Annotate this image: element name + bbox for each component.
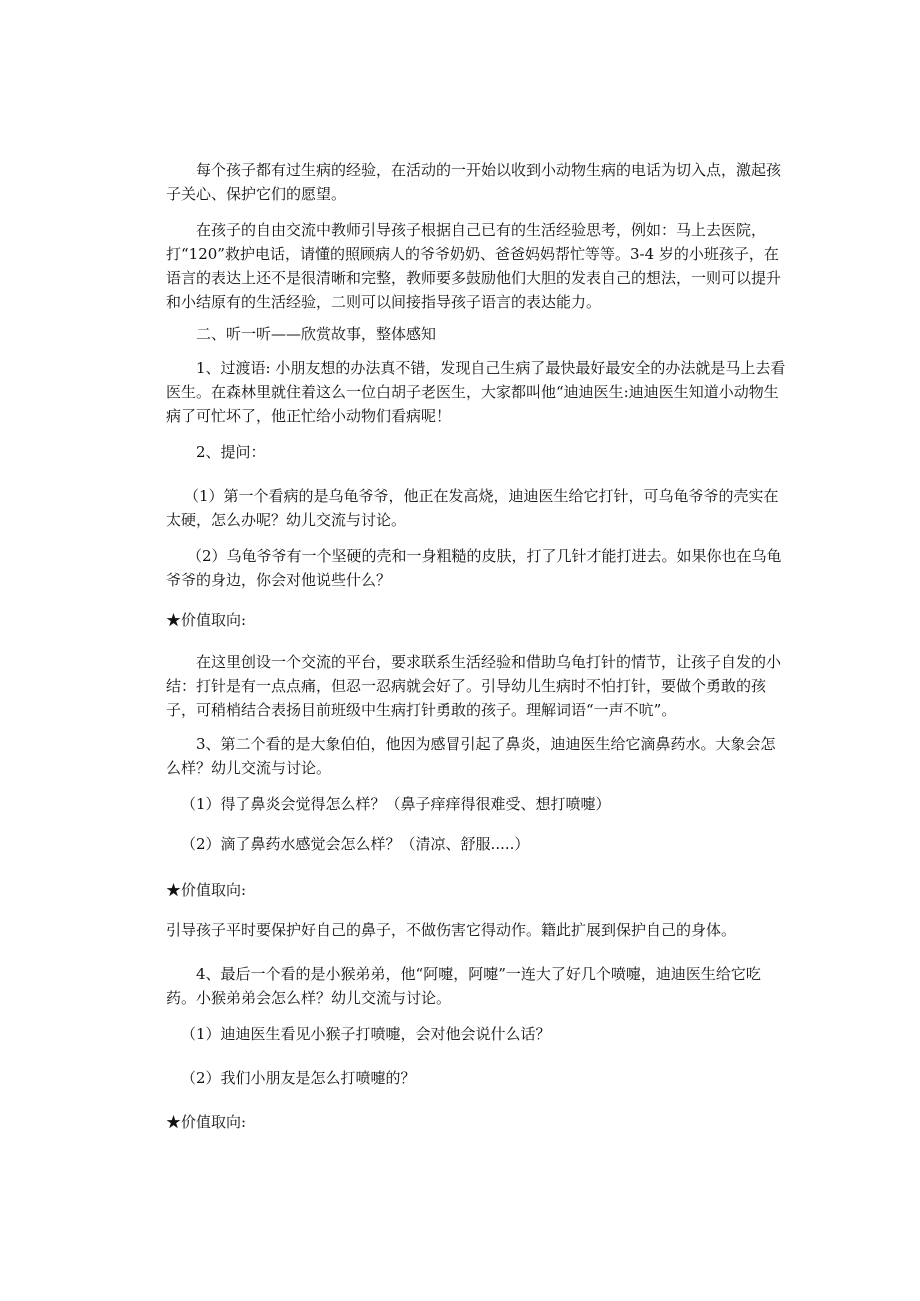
- section-heading-listen: 二、听一听——欣赏故事，整体感知: [196, 325, 437, 343]
- value-heading-1: ★价值取向:: [166, 611, 247, 629]
- paragraph-elephant-q2: （2）滴了鼻药水感觉会怎么样？（清凉、舒服.....）: [181, 835, 530, 853]
- paragraph-value-2: 引导孩子平时要保护好自己的鼻子，不做伤害它得动作。籍此扩展到保护自己的身体。: [166, 921, 737, 939]
- paragraph-question-label: 2、提问：: [196, 443, 266, 461]
- paragraph-elephant-q1: （1）得了鼻炎会觉得怎么样？（鼻子痒痒得很难受、想打喷嚏）: [181, 795, 611, 813]
- paragraph-value-1: 在这里创设一个交流的平台，要求联系生活经验和借助乌龟打针的情节，让孩子自发的小结：打针是有一点点痛，但忍一忍病就会好了。引导幼儿生病时不怕打针，要做个勇敢的孩子，可稍梢结合表扬目前班级中生病打针勇敢的孩子。理解词语“一声不吭”。: [166, 653, 782, 719]
- paragraph-q2-turtle: （2）乌龟爷爷有一个坚硬的壳和一身粗糙的皮肤，打了几针才能打进去。如果你也在乌龟爷爷的身边，你会对他说些什么？: [166, 547, 782, 589]
- paragraph-free-talk: 在孩子的自由交流中教师引导孩子根据自己已有的生活经验思考，例如：马上去医院，打“120”救护电话，请懂的照顾病人的爷爷奶奶、爸爸妈妈帮忙等等。3-4 岁的小班孩子，在语言的表达上还不是很清晰和完整，教师要多鼓励他们大胆的发表自己的想法，一则可以提升和小结原有的生活经验，二则可以间接指导孩子语言的表达能力。: [166, 221, 782, 311]
- paragraph-q1-turtle: （1）第一个看病的是乌龟爷爷，他正在发高烧，迪迪医生给它打针，可乌龟爷爷的壳实在太硬，怎么办呢？幼儿交流与讨论。: [166, 487, 779, 529]
- paragraph-elephant: 3、第二个看的是大象伯伯，他因为感冒引起了鼻炎，迪迪医生给它滴鼻药水。大象会怎么样？幼儿交流与讨论。: [166, 735, 776, 777]
- paragraph-monkey-q1: （1）迪迪医生看见小猴子打喷嚏，会对他会说什么话？: [181, 1025, 551, 1043]
- value-heading-2: ★价值取向:: [166, 881, 247, 899]
- paragraph-monkey: 4、最后一个看的是小猴弟弟，他“阿嚏，阿嚏”一连大了好几个喷嚏，迪迪医生给它吃药。小猴弟弟会怎么样？幼儿交流与讨论。: [166, 965, 761, 1007]
- paragraph-intro: 每个孩子都有过生病的经验，在活动的一开始以收到小动物生病的电话为切入点，激起孩子关心、保护它们的愿望。: [166, 161, 782, 203]
- paragraph-transition: 1、过渡语: 小朋友想的办法真不错，发现自己生病了最快最好最安全的办法就是马上去看医生。在森林里就住着这么一位白胡子老医生，大家都叫他“迪迪医生:迪迪医生知道小动物生病了可忙坏了，他正忙给小动物们看病呢！: [166, 359, 786, 425]
- value-heading-3: ★价值取向:: [166, 1113, 247, 1131]
- paragraph-monkey-q2: （2）我们小朋友是怎么打喷嚏的？: [181, 1069, 416, 1087]
